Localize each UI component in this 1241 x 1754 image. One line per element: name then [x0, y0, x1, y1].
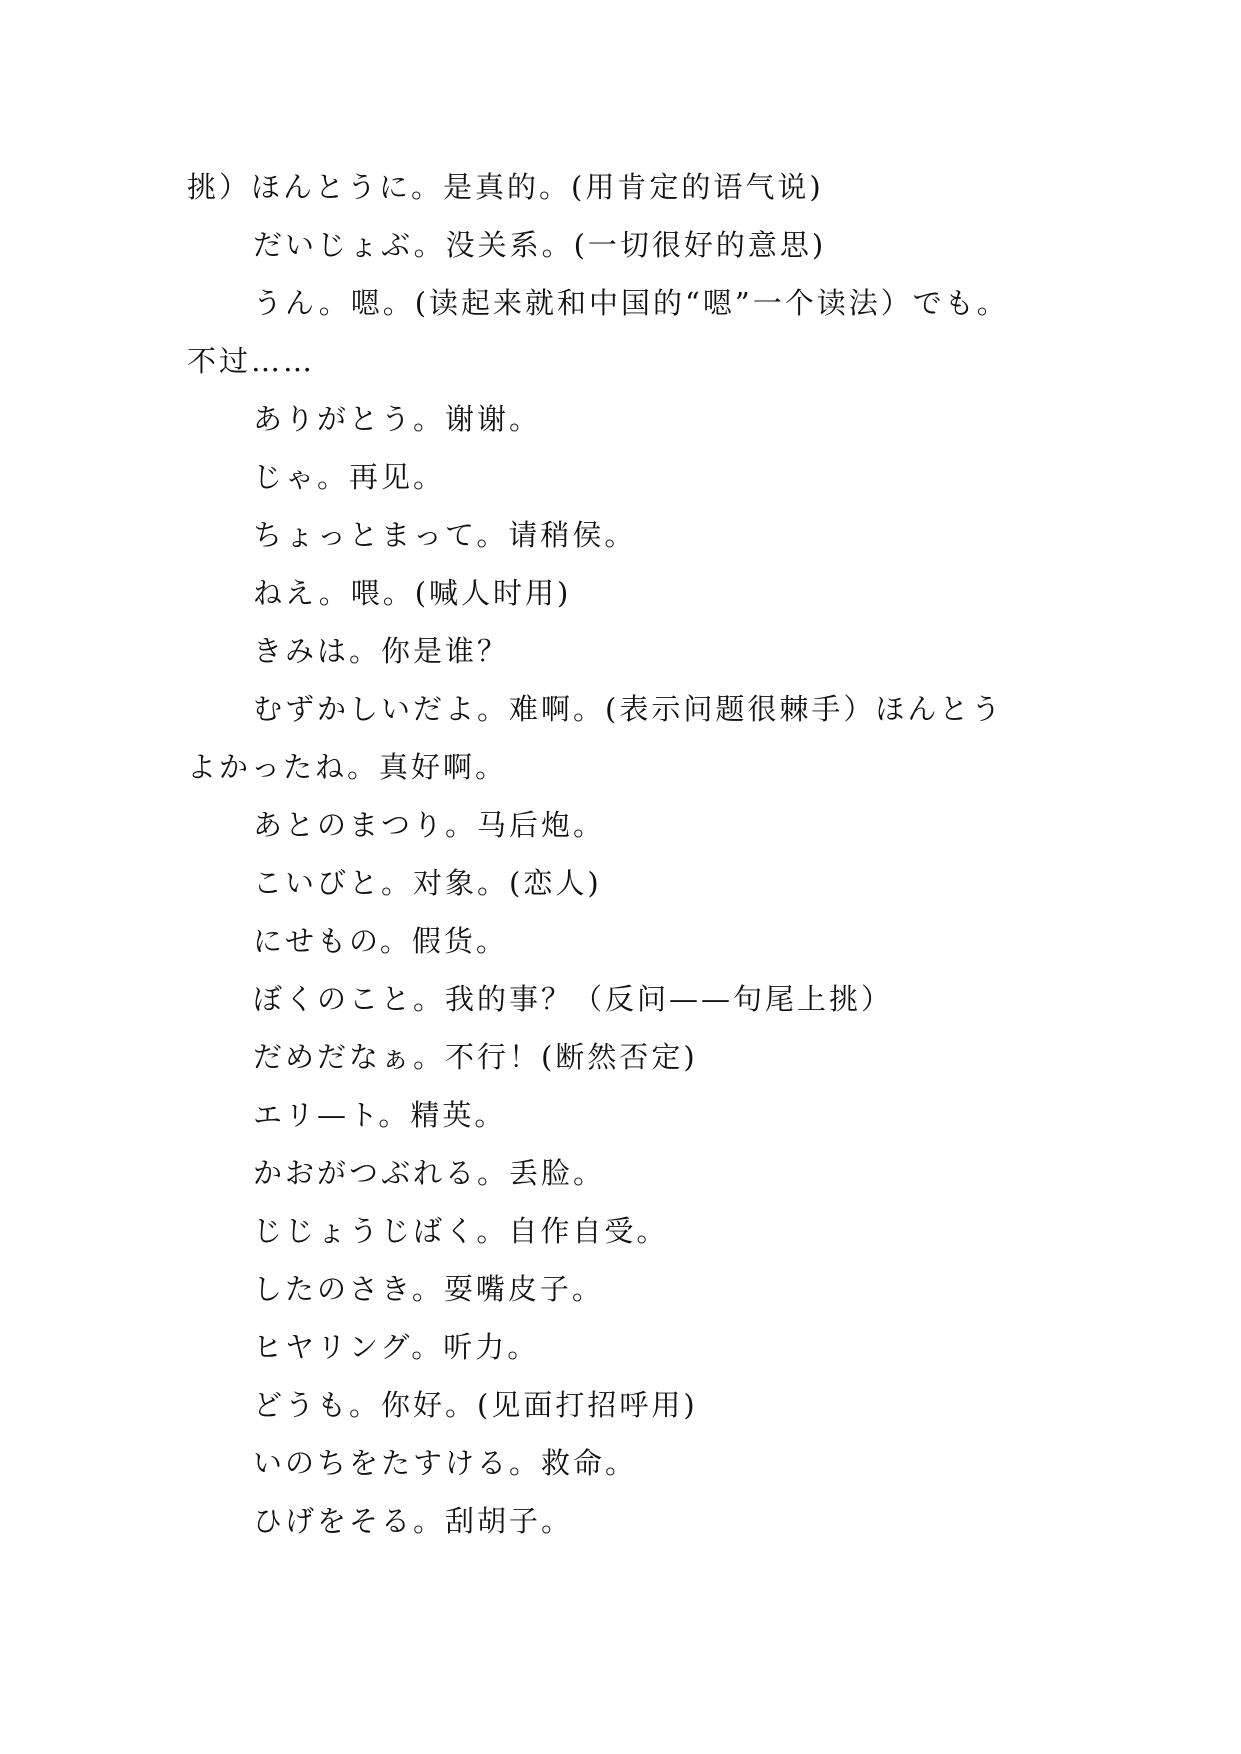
text-line: ヒヤリング。听力。: [253, 1330, 540, 1364]
text-line: 挑）ほんとうに。是真的。(用肯定的语气说): [187, 170, 824, 204]
text-line: ちょっとまって。请稍侯。: [253, 518, 637, 552]
text-line: あとのまつり。马后炮。: [253, 808, 606, 842]
text-line: よかったね。真好啊。: [187, 750, 508, 784]
text-line: どうも。你好。(见面打招呼用): [253, 1388, 698, 1422]
text-line: ぼくのこと。我的事？（反问——句尾上挑）: [253, 982, 894, 1016]
text-line: エリ—ト。精英。: [253, 1098, 507, 1132]
text-line: だめだなぁ。不行！(断然否定): [253, 1040, 698, 1074]
text-line: じじょうじばく。自作自受。: [253, 1214, 669, 1248]
text-line: こいびと。对象。(恋人): [253, 866, 602, 900]
text-line: 不过……: [187, 344, 316, 378]
text-line: ねえ。喂。(喊人时用): [253, 576, 572, 610]
text-line: じゃ。再见。: [253, 460, 446, 494]
text-line: うん。嗯。(读起来就和中国的“嗯”一个读法）でも。: [253, 286, 1009, 320]
text-line: むずかしいだよ。难啊。(表示问题很棘手）ほんとう: [253, 692, 1004, 726]
text-line: だいじょぶ。没关系。(一切很好的意思): [253, 228, 827, 262]
text-line: ひげをそる。刮胡子。: [253, 1504, 574, 1538]
text-line: したのさき。耍嘴皮子。: [253, 1272, 604, 1306]
text-line: にせもの。假货。: [253, 924, 508, 958]
text-line: かおがつぶれる。丢脸。: [253, 1156, 606, 1190]
text-line: いのちをたすける。救命。: [253, 1446, 638, 1480]
text-line: ありがとう。谢谢。: [253, 402, 542, 436]
document-body: [187, 158, 1087, 1550]
text-line: きみは。你是谁？: [253, 634, 510, 668]
